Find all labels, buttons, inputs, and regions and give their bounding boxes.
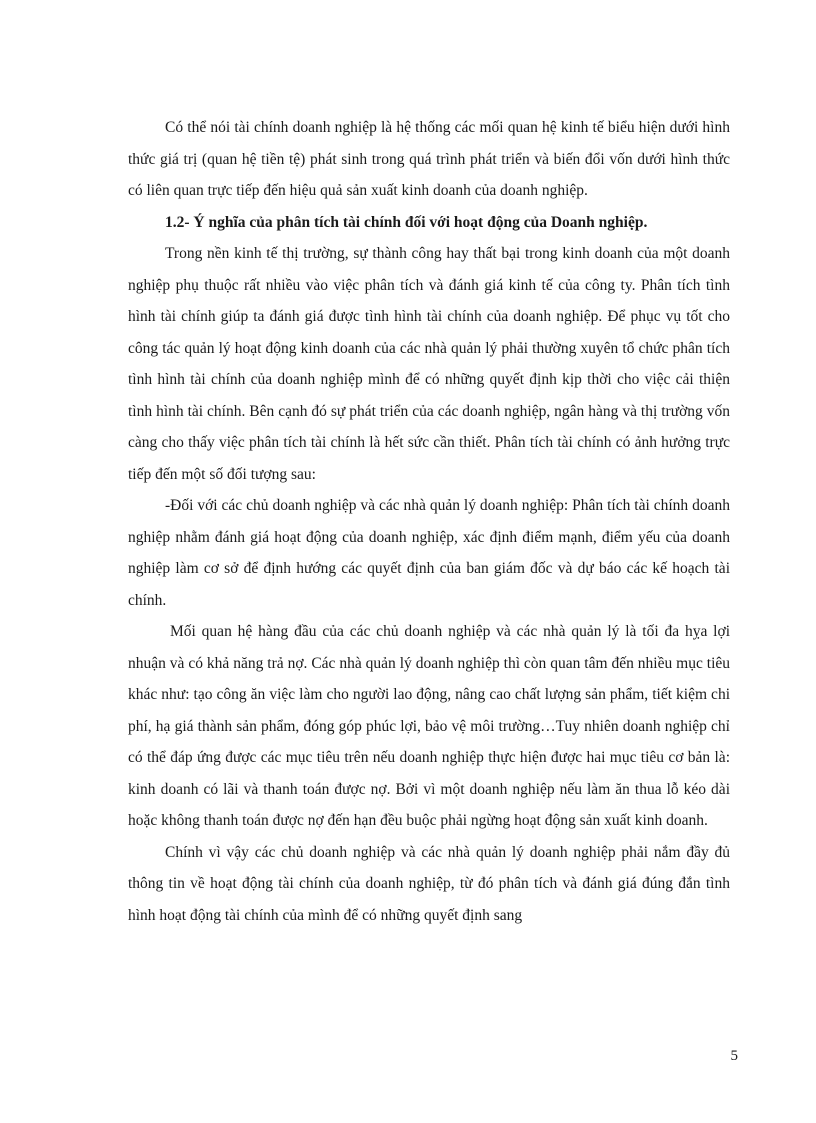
document-body	[128, 112, 730, 931]
page-number: 5	[730, 1048, 738, 1064]
section-heading: 1.2- Ý nghĩa của phân tích tài chính đối với hoạt động của Doanh nghiệp.	[165, 213, 648, 231]
paragraph-main-relation: Mối quan hệ hàng đầu của các chủ doanh nghiệp và các nhà quản lý là tối đa hỵa lợi nhuận và có khả năng trả nợ. Các nhà quản lý doanh nghiệp thì còn quan tâm đến nhiều mục tiêu khác như: tạo công ăn việc làm cho người lao động, nâng cao chất lượng sản phẩm, tiết kiệm chi phí, hạ giá thành sản phẩm, đóng góp phúc lợi, bảo vệ môi trường…Tuy nhiên doanh nghiệp chỉ có thể đáp ứng được các mục tiêu trên nếu doanh nghiệp thực hiện được hai mục tiêu cơ bản là: kinh doanh có lãi và thanh toán được nợ. Bởi vì một doanh nghiệp nếu làm ăn thua lỗ kéo dài hoặc không thanh toán được nợ đến hạn đều buộc phải ngừng hoạt động sản xuất kinh doanh.	[128, 623, 730, 829]
paragraph-conclusion: Chính vì vậy các chủ doanh nghiệp và các nhà quản lý doanh nghiệp phải nắm đầy đủ thông tin về hoạt động tài chính của doanh nghiệp, từ đó phân tích và đánh giá đúng đắn tình hình hoạt động tài chính của mình để có những quyết định sang	[128, 843, 730, 924]
paragraph-market-economy: Trong nền kinh tế thị trường, sự thành công hay thất bại trong kinh doanh của một doanh nghiệp phụ thuộc rất nhiều vào việc phân tích và đánh giá kinh tế của công ty. Phân tích tình hình tài chính giúp ta đánh giá được tình hình tài chính của doanh nghiệp. Để phục vụ tốt cho công tác quản lý hoạt động kinh doanh của các nhà quản lý phải thường xuyên tổ chức phân tích tình hình tài chính của doanh nghiệp mình để có những quyết định kịp thời cho việc cải thiện tình hình tài chính. Bên cạnh đó sự phát triển của các doanh nghiệp, ngân hàng và thị trường vốn càng cho thấy việc phân tích tài chính là hết sức cần thiết. Phân tích tài chính có ảnh hưởng trực tiếp đến một số đối tượng sau:	[128, 245, 730, 483]
paragraph-definition: Có thể nói tài chính doanh nghiệp là hệ thống các mối quan hệ kinh tế biểu hiện dưới hình thức giá trị (quan hệ tiền tệ) phát sinh trong quá trình phát triển và biến đổi vốn dưới hình thức có liên quan trực tiếp đến hiệu quả sản xuất kinh doanh của doanh nghiệp.	[128, 119, 730, 199]
paragraph-owners-managers: -Đối với các chủ doanh nghiệp và các nhà quản lý doanh nghiệp: Phân tích tài chính doanh nghiệp nhằm đánh giá hoạt động của doanh nghiệp, xác định điểm mạnh, điểm yếu của doanh nghiệp làm cơ sở để định hướng các quyết định của ban giám đốc và dự báo các kế hoạch tài chính.	[128, 497, 730, 609]
